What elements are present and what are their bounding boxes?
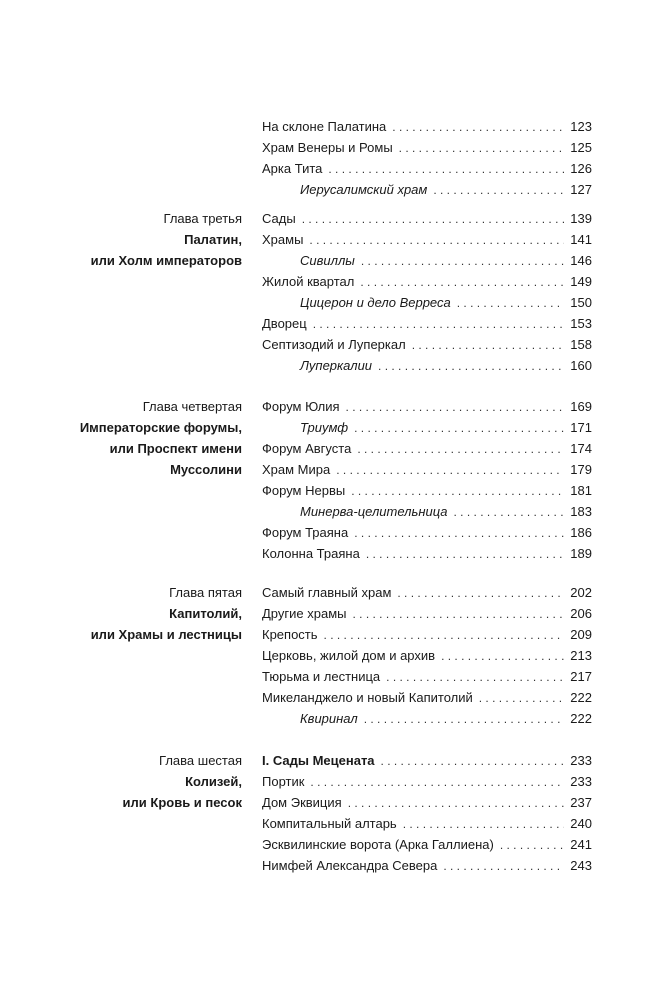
toc-entry-page: 160 [570, 358, 592, 373]
dot-leader [403, 814, 564, 835]
dot-leader [381, 751, 564, 772]
toc-entry[interactable] [262, 582, 592, 603]
toc-entry-title: Микеланджело и новый Капитолий [262, 690, 473, 705]
toc-entry-title: Септизодий и Луперкал [262, 337, 406, 352]
dot-leader [454, 502, 564, 523]
toc-entry[interactable] [262, 666, 592, 687]
toc-entry-title: Колонна Траяна [262, 546, 360, 561]
chapter-title-line: Муссолини [170, 462, 242, 477]
chapter-heading [12, 582, 242, 645]
toc-entry-page: 150 [570, 295, 592, 310]
toc-entry-page: 222 [570, 711, 592, 726]
chapter-heading [12, 396, 242, 480]
toc-entry[interactable] [262, 855, 592, 876]
toc-entry[interactable] [262, 229, 592, 250]
toc-entry-title: Сивиллы [300, 253, 355, 268]
toc-entry-list [262, 582, 592, 729]
chapter-title-line: или Храмы и лестницы [90, 627, 242, 642]
chapter-label: Глава шестая [159, 753, 242, 768]
toc-entry-page: 171 [570, 420, 592, 435]
chapter-label: Глава третья [163, 211, 242, 226]
chapter-title-line: Императорские форумы, [79, 420, 242, 435]
toc-entry-title: Форум Траяна [262, 525, 349, 540]
toc-entry[interactable] [262, 355, 592, 376]
dot-leader [364, 709, 564, 730]
chapter-title-line: или Кровь и песок [122, 795, 242, 810]
dot-leader [399, 138, 564, 159]
toc-entry-title: Луперкалии [300, 358, 373, 373]
toc-entry-title: Минерва-целительница [300, 504, 448, 519]
toc-entry-title: Портик [262, 774, 305, 789]
toc-entry-page: 174 [570, 441, 592, 456]
toc-entry-title: Компитальный алтарь [262, 816, 397, 831]
toc-entry-title: Жилой квартал [262, 274, 355, 289]
toc-entry-page: 222 [570, 690, 592, 705]
toc-entry-page: 209 [570, 627, 592, 642]
toc-entry-page: 243 [570, 858, 592, 873]
toc-entry-title: Нимфей Александра Севера [262, 858, 438, 873]
toc-entry-title: Тюрьма и лестница [262, 669, 381, 684]
toc-entry[interactable] [262, 334, 592, 355]
toc-entry[interactable] [262, 687, 592, 708]
dot-leader [457, 293, 564, 314]
dot-leader [397, 583, 564, 604]
toc-entry[interactable] [262, 750, 592, 771]
toc-entry-title: Церковь, жилой дом и архив [262, 648, 436, 663]
dot-leader [348, 793, 564, 814]
dot-leader [433, 180, 564, 201]
toc-entry-page: 213 [570, 648, 592, 663]
toc-entry-title: Квиринал [300, 711, 358, 726]
chapter-heading [12, 750, 242, 813]
dot-leader [354, 418, 564, 439]
toc-entry[interactable] [262, 137, 592, 158]
toc-entry-page: 206 [570, 606, 592, 621]
chapter-heading [12, 208, 242, 271]
toc-entry-page: 169 [570, 399, 592, 414]
toc-entry-title: Храмы [262, 232, 304, 247]
chapter-label: Глава пятая [169, 585, 242, 600]
toc-entry-title: Триумф [300, 420, 349, 435]
toc-entry-page: 217 [570, 669, 592, 684]
toc-entry[interactable] [262, 438, 592, 459]
toc-entry-title: Сады [262, 211, 296, 226]
dot-leader [479, 688, 564, 709]
toc-entry-title: Другие храмы [262, 606, 347, 621]
dot-leader [360, 272, 564, 293]
toc-entry[interactable] [262, 624, 592, 645]
chapter-title-line: или Холм императоров [90, 253, 242, 268]
toc-entry-title: Дворец [262, 316, 307, 331]
toc-entry-page: 181 [570, 483, 592, 498]
toc-entry[interactable] [262, 396, 592, 417]
toc-entry-title: Храм Мира [262, 462, 331, 477]
dot-leader [313, 314, 564, 335]
dot-leader [500, 835, 564, 856]
dot-leader [392, 117, 564, 138]
toc-entry[interactable] [262, 501, 592, 522]
dot-leader [352, 604, 564, 625]
toc-entry-page: 141 [570, 232, 592, 247]
toc-entry-list [262, 750, 592, 876]
toc-entry[interactable] [262, 543, 592, 564]
chapter-title-line: Палатин, [184, 232, 242, 247]
toc-entry[interactable] [262, 459, 592, 480]
toc-entry-title: Форум Августа [262, 441, 352, 456]
toc-entry[interactable] [262, 271, 592, 292]
dot-leader [328, 159, 564, 180]
toc-entry[interactable] [262, 179, 592, 200]
toc-entry[interactable] [262, 116, 592, 137]
toc-entry[interactable] [262, 813, 592, 834]
toc-entry-page: 237 [570, 795, 592, 810]
toc-entry-title: Форум Нервы [262, 483, 346, 498]
toc-entry[interactable] [262, 522, 592, 543]
toc-entry[interactable] [262, 792, 592, 813]
toc-entry-page: 202 [570, 585, 592, 600]
toc-entry-page: 125 [570, 140, 592, 155]
toc-entry-title: I. Сады Мецената [262, 753, 375, 768]
toc-entry[interactable] [262, 771, 592, 792]
toc-entry-page: 183 [570, 504, 592, 519]
toc-entry[interactable] [262, 208, 592, 229]
toc-entry-page: 233 [570, 774, 592, 789]
toc-entry-page: 158 [570, 337, 592, 352]
dot-leader [443, 856, 564, 877]
toc-entry-page: 126 [570, 161, 592, 176]
dot-leader [324, 625, 564, 646]
dot-leader [309, 230, 564, 251]
dot-leader [302, 209, 564, 230]
toc-entry-list [262, 396, 592, 564]
toc-entry[interactable] [262, 250, 592, 271]
chapter-title-line: Колизей, [185, 774, 242, 789]
toc-entry[interactable] [262, 480, 592, 501]
toc-entry[interactable] [262, 417, 592, 438]
dot-leader [412, 335, 564, 356]
dot-leader [351, 481, 564, 502]
toc-entry-page: 127 [570, 182, 592, 197]
toc-entry-title: Форум Юлия [262, 399, 340, 414]
toc-entry-title: Крепость [262, 627, 318, 642]
toc-entry-list [262, 208, 592, 376]
dot-leader [366, 544, 564, 565]
toc-entry-title: Эсквилинские ворота (Арка Галлиена) [262, 837, 494, 852]
toc-entry[interactable] [262, 158, 592, 179]
toc-entry-page: 149 [570, 274, 592, 289]
toc-entry-page: 186 [570, 525, 592, 540]
toc-entry-page: 123 [570, 119, 592, 134]
toc-entry-page: 233 [570, 753, 592, 768]
dot-leader [386, 667, 564, 688]
toc-entry-title: Храм Венеры и Ромы [262, 140, 393, 155]
toc-entry[interactable] [262, 313, 592, 334]
toc-entry[interactable] [262, 645, 592, 666]
toc-entry-page: 153 [570, 316, 592, 331]
dot-leader [310, 772, 564, 793]
toc-entry-page: 240 [570, 816, 592, 831]
toc-entry-page: 146 [570, 253, 592, 268]
toc-entry-title: Цицерон и дело Верреса [300, 295, 451, 310]
chapter-label: Глава четвертая [142, 399, 242, 414]
dot-leader [346, 397, 564, 418]
toc-entry-page: 139 [570, 211, 592, 226]
toc-entry[interactable] [262, 292, 592, 313]
toc-entry-page: 189 [570, 546, 592, 561]
chapter-title-line: или Проспект имени [109, 441, 242, 456]
dot-leader [361, 251, 564, 272]
chapter-title-line: Капитолий, [169, 606, 242, 621]
dot-leader [441, 646, 564, 667]
toc-entry-title: Самый главный храм [262, 585, 392, 600]
dot-leader [336, 460, 564, 481]
dot-leader [378, 356, 564, 377]
toc-entry-title: На склоне Палатина [262, 119, 387, 134]
toc-entry-title: Иерусалимский храм [300, 182, 428, 197]
toc-entry[interactable] [262, 834, 592, 855]
toc-entry-list [262, 116, 592, 200]
toc-entry-page: 179 [570, 462, 592, 477]
toc-entry[interactable] [262, 603, 592, 624]
toc-entry-page: 241 [570, 837, 592, 852]
toc-entry-title: Дом Эквиция [262, 795, 342, 810]
toc-entry[interactable] [262, 708, 592, 729]
toc-entry-title: Арка Тита [262, 161, 323, 176]
dot-leader [357, 439, 564, 460]
dot-leader [354, 523, 564, 544]
